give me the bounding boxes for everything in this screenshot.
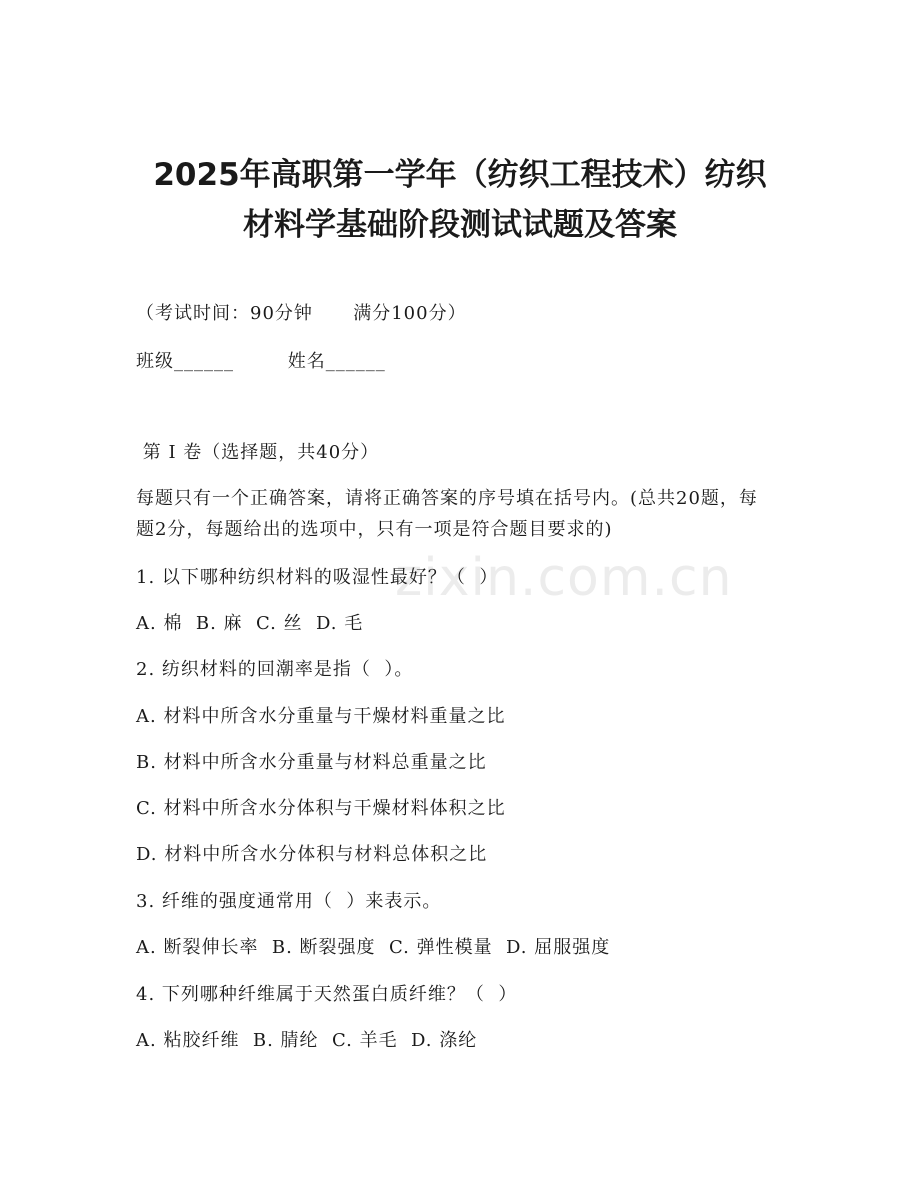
- question-2-stem: 2. 纺织材料的回潮率是指（ ）。: [136, 659, 414, 680]
- exam-info: （考试时间：90分钟 满分100分）: [136, 303, 467, 324]
- instructions: 每题只有一个正确答案，请将正确答案的序号填在括号内。(总共20题，每题2分，每题给出的选项中，只有一项是符合题目要求的): [136, 488, 758, 540]
- class-name-line: 班级______ 姓名______: [136, 351, 386, 372]
- question-4-stem: 4. 下列哪种纤维属于天然蛋白质纤维？（ ）: [136, 984, 518, 1005]
- document-title: [60, 150, 860, 250]
- title-line-2: 材料学基础阶段测试试题及答案: [243, 207, 677, 243]
- title-line-1: 2025年高职第一学年（纺织工程技术）纺织: [153, 157, 767, 193]
- question-1-options: A. 棉 B. 麻 C. 丝 D. 毛: [136, 613, 364, 634]
- question-1-stem: 1. 以下哪种纺织材料的吸湿性最好？（ ）: [136, 567, 499, 588]
- question-4-options: A. 粘胶纤维 B. 腈纶 C. 羊毛 D. 涤纶: [136, 1030, 478, 1051]
- question-2-option-a: A. 材料中所含水分重量与干燥材料重量之比: [136, 706, 506, 727]
- question-3-options: A. 断裂伸长率 B. 断裂强度 C. 弹性模量 D. 屈服强度: [136, 937, 611, 958]
- watermark: zixin.com.cn: [395, 548, 733, 608]
- question-2-option-d: D. 材料中所含水分体积与材料总体积之比: [136, 844, 488, 865]
- question-2-option-c: C. 材料中所含水分体积与干燥材料体积之比: [136, 798, 506, 819]
- question-3-stem: 3. 纤维的强度通常用（ ）来表示。: [136, 891, 442, 912]
- question-2-option-b: B. 材料中所含水分重量与材料总重量之比: [136, 752, 487, 773]
- section-heading: 第 I 卷（选择题，共40分）: [136, 442, 380, 463]
